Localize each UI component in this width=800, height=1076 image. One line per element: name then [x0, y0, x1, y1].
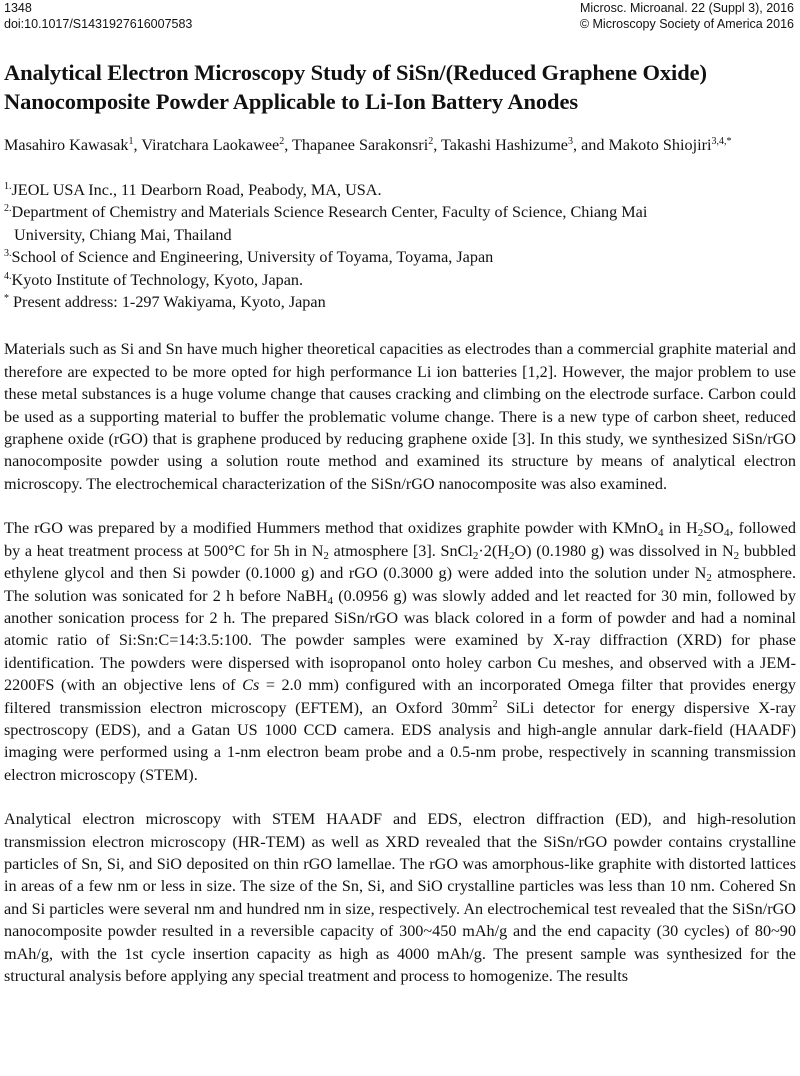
subscript: 2 [472, 549, 479, 562]
author-name: , Viratchara Laokawee [133, 136, 280, 154]
subscript: 2 [733, 549, 740, 562]
author-name: , and Makoto Shiojiri [572, 136, 712, 154]
author-name: , Takashi Hashizume [433, 136, 568, 154]
affiliation-2 [4, 201, 796, 223]
doi: doi:10.1017/S1431927616007583 [4, 17, 193, 31]
affiliation-text: Department of Chemistry and Materials Science Research Center, Faculty of Science, Chiang Mai [11, 203, 648, 222]
subscript: 2 [508, 549, 515, 562]
affiliation-text: JEOL USA Inc., 11 Dearborn Road, Peabody, MA, USA. [11, 181, 382, 199]
affiliation-list [4, 179, 796, 313]
article [4, 58, 796, 987]
paragraph-methods [4, 517, 796, 786]
text-run: (0.0956 g) was slowly added and let reacted for 30 min, followed by another sonication process for 2 h. The prepared SiSn/rGO was black colored in a form of powder and had a nominal atomic ratio of Si:Sn:C=14:3.5:100. The powder samples were examined by X-ray diffraction (XRD) for phase identification. The powders were dispersed with isopropanol onto holey carbon Cu meshes, and observed with a JEM-2200FS (with an objective lens of [4, 586, 796, 695]
affiliation-2-continued: University, Chiang Mai, Thailand [14, 225, 232, 244]
text-run: in H [663, 519, 698, 538]
affiliation-mark: 2. [4, 203, 12, 215]
affiliation-mark: 1. [4, 181, 12, 192]
header-right [580, 0, 794, 32]
subscript: 2 [323, 549, 329, 562]
page-number: 1348 [4, 1, 32, 15]
affiliation-4 [4, 269, 796, 291]
title-line-1: Analytical Electron Microscopy Study of SiSn/(Reduced Graphene Oxide) [4, 60, 707, 85]
paper-title [4, 58, 796, 116]
affiliation-mark: 3. [4, 248, 12, 260]
text-run: = 2.0 mm) configured with an incorporated Omega filter that provides energy filtered transmission electron microscopy (EFTEM), an Oxford 30mm [4, 676, 797, 717]
text-run: ·2(H [478, 541, 509, 560]
author-affil-mark: 2 [279, 136, 285, 147]
subscript: 2 [697, 527, 704, 540]
text-run: atmosphere [3]. SnCl [328, 541, 473, 560]
author-affil-mark: 1 [128, 136, 134, 147]
affiliation-text: School of Science and Engineering, University of Toyama, Toyama, Japan [11, 248, 494, 267]
text-run: O) (0.1980 g) was dissolved in N [514, 541, 734, 560]
author-name: Masahiro Kawasak [4, 136, 129, 154]
text-run: The rGO was prepared by a modified Hummers method that oxidizes graphite powder with KMnO [4, 519, 658, 538]
author-name: , Thapanee Sarakonsri [284, 136, 429, 154]
author-affil-mark: 2 [428, 136, 434, 147]
subscript: 2 [706, 572, 712, 585]
superscript: 2 [492, 698, 498, 710]
text-run: atmosphere. The solution was sonicated for 2 h before NaBH [4, 564, 796, 605]
text-run: bubbled ethylene glycol and then Si powder (0.1000 g) and rGO (0.3000 g) were added into the solution under N [4, 541, 796, 583]
paragraph-results: Analytical electron microscopy with STEM HAADF and EDS, electron diffraction (ED), and high-resolution transmission electron microscopy (HR-TEM) as well as XRD revealed that the SiSn/rGO powder contains crystalline particles of Sn, Si, and SiO deposited on thin rGO lamellae. The rGO was amorphous-like graphite with distorted lattices in areas of a few nm or less in size. The size of the Sn, Si, and SiO crystalline particles was less than 10 nm. Cohered Sn and Si particles were several nm and hundred nm in size, respectively. An electrochemical test revealed that the SiSn/rGO nanocomposite powder resulted in a reversible capacity of 300~450 mAh/g and the end capacity (30 cycles) of 80~90 mAh/g, with the 1st cycle insertion capacity as high as 4000 mAh/g. The present sample was synthesized for the structural analysis before applying any special treatment and process to homogenize. The results [4, 810, 796, 985]
page-header [0, 0, 800, 34]
author-affil-mark: 3,4,* [711, 136, 732, 147]
affiliation-mark: 4. [4, 270, 12, 282]
affiliation-3 [4, 246, 796, 268]
subscript: 4 [658, 527, 664, 540]
title-line-2: Nanocomposite Powder Applicable to Li-Ion Battery Anodes [4, 89, 578, 114]
text-run: SiLi detector for energy dispersive X-ray spectroscopy (EDS), and a Gatan US 1000 CCD camera. EDS analysis and high-angle annular dark-field (HAADF) imaging were performed using a 1-nm electron beam probe and a 0.5-nm probe, respectively in scanning transmission electron microscopy (STEM). [4, 698, 796, 784]
header-left [4, 0, 192, 32]
text-run: , followed by a heat treatment process at 500°C for 5h in N [4, 519, 796, 560]
present-address [4, 291, 796, 313]
italic-symbol: Cs [242, 676, 260, 695]
author-list [4, 135, 796, 156]
affiliation-1 [4, 179, 796, 201]
author-affil-mark: 3 [567, 136, 573, 147]
subscript: 4 [327, 594, 333, 607]
copyright: © Microscopy Society of America 2016 [579, 17, 794, 31]
affiliation-text: Kyoto Institute of Technology, Kyoto, Japan. [11, 270, 304, 289]
affiliation-mark: * [4, 293, 9, 305]
journal-citation: Microsc. Microanal. 22 (Suppl 3), 2016 [580, 1, 794, 15]
subscript: 4 [723, 527, 730, 540]
paragraph-introduction: Materials such as Si and Sn have much higher theoretical capacities as electrodes than a commercial graphite material and therefore are expected to be more opted for high performance Li ion batteries [1,2]. However, the major problem to use these metal substances is a huge volume change that causes cracking and climbing on the electrode surface. Carbon could be used as a supporting material to buffer the problematic volume change. There is a new type of carbon sheet, reduced graphene oxide (rGO) that is graphene produced by reducing graphene oxide [3]. In this study, we synthesized SiSn/rGO nanocomposite powder using a solution route method and examined its structure by means of analytical electron microscopy. The electrochemical characterization of the SiSn/rGO nanocomposite was also examined. [4, 340, 796, 493]
text-run: SO [703, 519, 724, 538]
affiliation-text: Present address: 1-297 Wakiyama, Kyoto, Japan [9, 293, 326, 312]
